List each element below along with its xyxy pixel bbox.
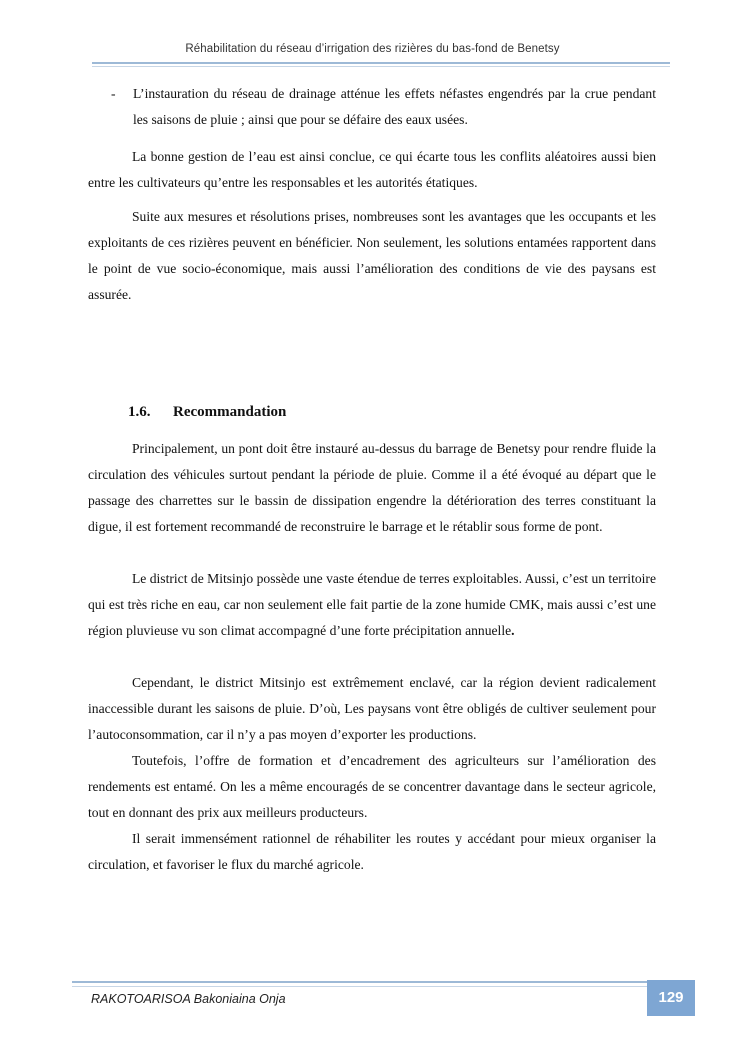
paragraph-advantages: Suite aux mesures et résolutions prises, nombreuses sont les avantages que les occupants et les exploitants de ces rizières peuvent en bénéficier. Non seulement, les solutions entamées rapportent dans le point de vue socio-économique, mais aussi l’amélioration des conditions de vie des paysans est assurée. — [88, 209, 656, 302]
footer-rule-thin — [72, 986, 647, 987]
section-title: Recommandation — [173, 404, 287, 420]
paragraph-water-management: La bonne gestion de l’eau est ainsi conclue, ce qui écarte tous les conflits aléatoires aussi bien entre les cultivateurs qu’entre les responsables et les autorités étatiques. — [88, 149, 656, 190]
header-rule-thin — [92, 66, 670, 67]
section-number: 1.6. — [128, 404, 151, 420]
running-header: Réhabilitation du réseau d’irrigation des rizières du bas-fond de Benetsy — [185, 43, 560, 55]
paragraph-bridge: Principalement, un pont doit être instauré au-dessus du barrage de Benetsy pour rendre fluide la circulation des véhicules surtout pendant la période de pluie. Comme il a été évoqué au départ que le passage des charrettes sur le bassin de dissipation engendre la détérioration des terres constituant la digue, il est fortement recommandé de reconstruire le barrage et le rétablir sous forme de pont. — [88, 441, 656, 534]
page-number-badge: 129 — [647, 980, 695, 1016]
bullet-text: L’instauration du réseau de drainage atténue les effets néfastes engendrés par la crue pendant les saisons de pluie ; ainsi que pour se défaire des eaux usées. — [133, 86, 656, 127]
paragraph-district-text: Le district de Mitsinjo possède une vaste étendue de terres exploitables. Aussi, c’est un territoire qui est très riche en eau, car non seulement elle fait partie de la zone humide CMK, mais aussi c’est une région pluvieuse vu son climat accompagné d’une forte précipitation annuelle — [88, 571, 656, 638]
bullet-dash: - — [111, 86, 116, 101]
paragraph-enclave: Cependant, le district Mitsinjo est extrêmement enclavé, car la région devient radicalement inaccessible durant les saisons de pluie. D’où, Les paysans vont être obligés de cultiver seulement pour l’autoconsommation, car il n’y a pas moyen d’exporter les productions. — [88, 675, 656, 742]
footer-rule — [72, 981, 647, 983]
footer-author: RAKOTOARISOA Bakoniaina Onja — [91, 992, 286, 1006]
paragraph-district — [88, 566, 656, 644]
paragraph-district-period: . — [511, 623, 515, 638]
header-rule — [92, 62, 670, 64]
section-heading — [128, 399, 286, 425]
paragraph-training: Toutefois, l’offre de formation et d’encadrement des agriculteurs sur l’amélioration des rendements est entamé. On les a même encouragés de se concentrer davantage dans le secteur agricole, tout en donnant des prix aux meilleurs producteurs. — [88, 753, 656, 820]
paragraph-roads: Il serait immensément rationnel de réhabiliter les routes y accédant pour mieux organiser la circulation, et favoriser le flux du marché agricole. — [88, 831, 656, 872]
